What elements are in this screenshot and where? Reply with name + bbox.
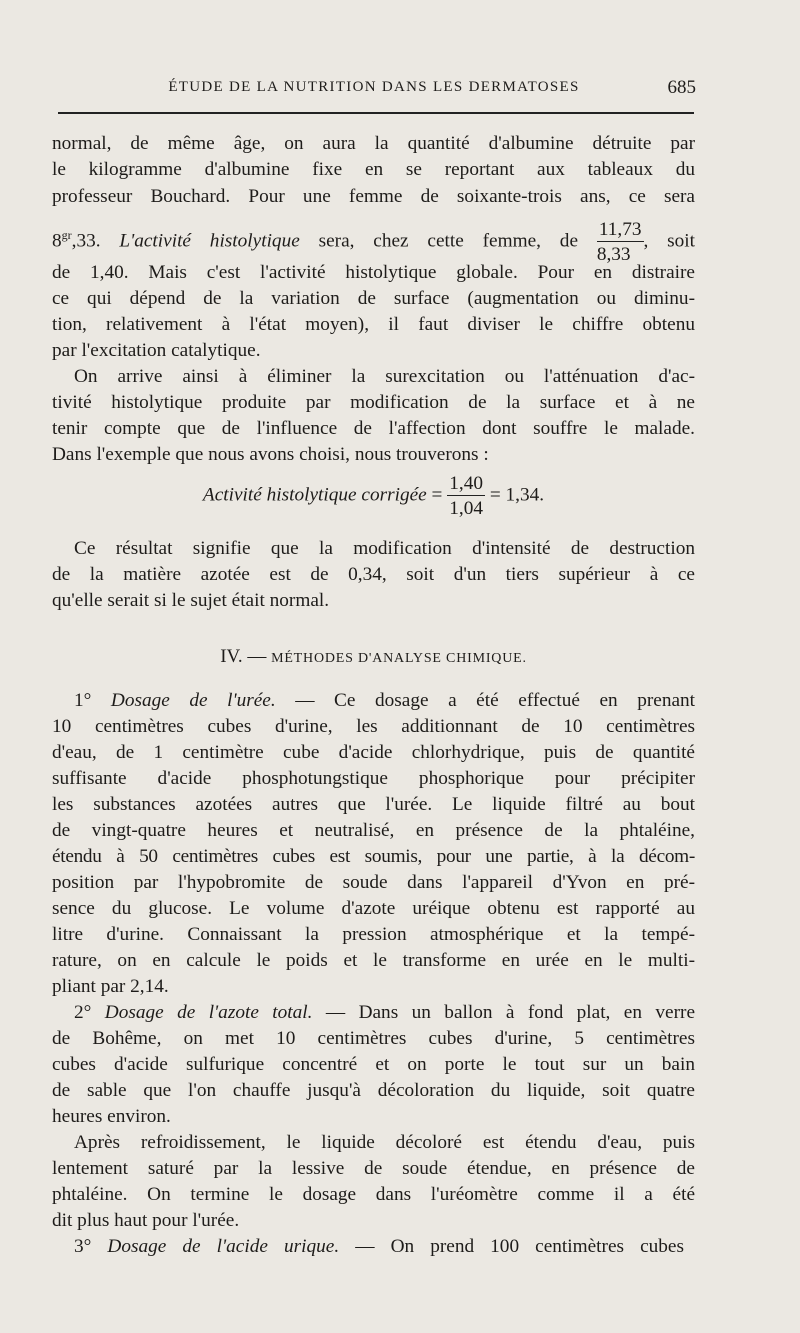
para5-line3: cubes d'acide sulfurique concentré et on porte le tout sur un bain: [52, 1054, 695, 1075]
para3-line2: de la matière azotée est de 0,34, soit d'un tiers supérieur à ce: [52, 564, 695, 585]
para4-line9: sence du glucose. Le volume d'azote uréique obtenu est rapporté au: [52, 898, 695, 919]
weight-value: 8: [52, 230, 62, 252]
formula-equals-1: =: [426, 484, 448, 506]
para7-number: 3°: [74, 1236, 108, 1257]
corrected-activity-formula: [52, 474, 695, 519]
running-title: ÉTUDE DE LA NUTRITION DANS LES DERMATOSES: [168, 79, 580, 95]
para6-line2: lentement saturé par la lessive de soude étendue, en présence de: [52, 1158, 695, 1179]
fraction-1-numerator: 11,73: [597, 220, 644, 242]
para1-line1: normal, de même âge, on aura la quantité d'albumine détruite par: [52, 133, 695, 154]
para4-line5: les substances azotées autres que l'urée. Le liquide filtré au bout: [52, 794, 695, 815]
activite-histolytique-term: L'activité histolytique: [119, 230, 300, 252]
para7-line1: [74, 1234, 684, 1260]
para1-line8: par l'excitation catalytique.: [52, 340, 261, 361]
para5-line5: heures environ.: [52, 1106, 171, 1127]
para4-line2: 10 centimètres cubes d'urine, les additionnant de 10 centimètres: [52, 716, 695, 737]
para4-line1-rest: — Ce dosage a été effectué en prenant: [275, 690, 696, 711]
para4-line3: d'eau, de 1 centimètre cube d'acide chlorhydrique, puis de quantité: [52, 742, 695, 763]
para4-line12: pliant par 2,14.: [52, 976, 169, 997]
section-numeral: IV.: [220, 646, 243, 667]
para4-line6: de vingt-quatre heures et neutralisé, en présence de la phtaléine,: [52, 820, 695, 841]
para2-line2: tivité histolytique produite par modification de la surface et à ne: [52, 392, 695, 413]
fraction-1-denominator: 8,33: [596, 244, 631, 265]
para1-line6: ce qui dépend de la variation de surface (augmentation ou diminu-: [52, 288, 695, 309]
fraction-2-denominator: 1,04: [449, 498, 483, 520]
para1-line5: de 1,40. Mais c'est l'activité histolytique globale. Pour en distraire: [52, 262, 695, 283]
para4-line8: position par l'hypobromite de soude dans l'appareil d'Yvon en pré-: [52, 872, 695, 893]
header-rule: [58, 112, 694, 114]
para2-line1: On arrive ainsi à éliminer la surexcitation ou l'atténuation d'ac-: [74, 366, 695, 387]
formula-result: = 1,34.: [485, 484, 545, 506]
section-title: MÉTHODES D'ANALYSE CHIMIQUE.: [271, 651, 527, 666]
para6-line1: Après refroidissement, le liquide décoloré est étendu d'eau, puis: [74, 1132, 695, 1153]
para3-line1: Ce résultat signifie que la modification d'intensité de destruction: [74, 538, 695, 559]
para4-line7: étendu à 50 centimètres cubes est soumis, pour une partie, à la décom-: [52, 846, 695, 867]
para5-title: Dosage de l'azote total.: [104, 1002, 313, 1023]
page-header: [52, 77, 696, 101]
para5-line1: [74, 1000, 695, 1026]
formula-label: Activité histolytique corrigée: [202, 484, 427, 506]
para6-line3: phtaléine. On termine le dosage dans l'uréomètre comme il a été: [52, 1184, 695, 1205]
para1-line4-end: , soit: [643, 230, 695, 252]
para2-line4: Dans l'exemple que nous avons choisi, nous trouverons :: [52, 444, 489, 465]
para3-line3: qu'elle serait si le sujet était normal.: [52, 590, 330, 611]
para2-line3: tenir compte que de l'influence de l'affection dont souffre le malade.: [52, 418, 695, 439]
weight-decimal: ,33.: [71, 230, 120, 252]
fraction-2: [447, 474, 485, 519]
para5-line4: de sable que l'on chauffe jusqu'à décoloration du liquide, soit quatre: [52, 1080, 695, 1101]
fraction-2-numerator: 1,40: [447, 474, 485, 496]
page-number: 685: [667, 77, 696, 98]
para1-line7: tion, relativement à l'état moyen), il faut diviser le chiffre obtenu: [52, 314, 695, 335]
para5-line2: de Bohême, on met 10 centimètres cubes d'urine, 5 centimètres: [52, 1028, 695, 1049]
para6-line4: dit plus haut pour l'urée.: [52, 1210, 240, 1231]
para4-title: Dosage de l'urée.: [110, 690, 276, 711]
para1-line3: professeur Bouchard. Pour une femme de soixante-trois ans, ce sera: [52, 186, 695, 207]
para4-number: 1°: [74, 690, 111, 711]
para4-line1: [74, 688, 695, 714]
para1-line4: [52, 210, 695, 265]
para1-line2: le kilogramme d'albumine fixe en se reportant aux tableaux du: [52, 159, 695, 180]
fraction-1: [597, 220, 644, 265]
weight-unit: gr: [61, 228, 72, 242]
section-dash: —: [242, 646, 272, 667]
para1-line4-text: sera, chez cette femme, de: [299, 230, 597, 252]
para4-line4: suffisante d'acide phosphotungstique phosphorique pour précipiter: [52, 768, 695, 789]
para7-title: Dosage de l'acide urique.: [107, 1236, 340, 1257]
para5-line1-rest: — Dans un ballon à fond plat, en verre: [312, 1002, 695, 1023]
para7-line1-rest: — On prend 100 centimètres cubes: [339, 1236, 684, 1257]
para4-line10: litre d'urine. Connaissant la pression atmosphérique et la tempé-: [52, 924, 695, 945]
para4-line11: rature, on en calcule le poids et le transforme en urée en le multi-: [52, 950, 695, 971]
para5-number: 2°: [74, 1002, 105, 1023]
section-heading: [52, 646, 695, 668]
